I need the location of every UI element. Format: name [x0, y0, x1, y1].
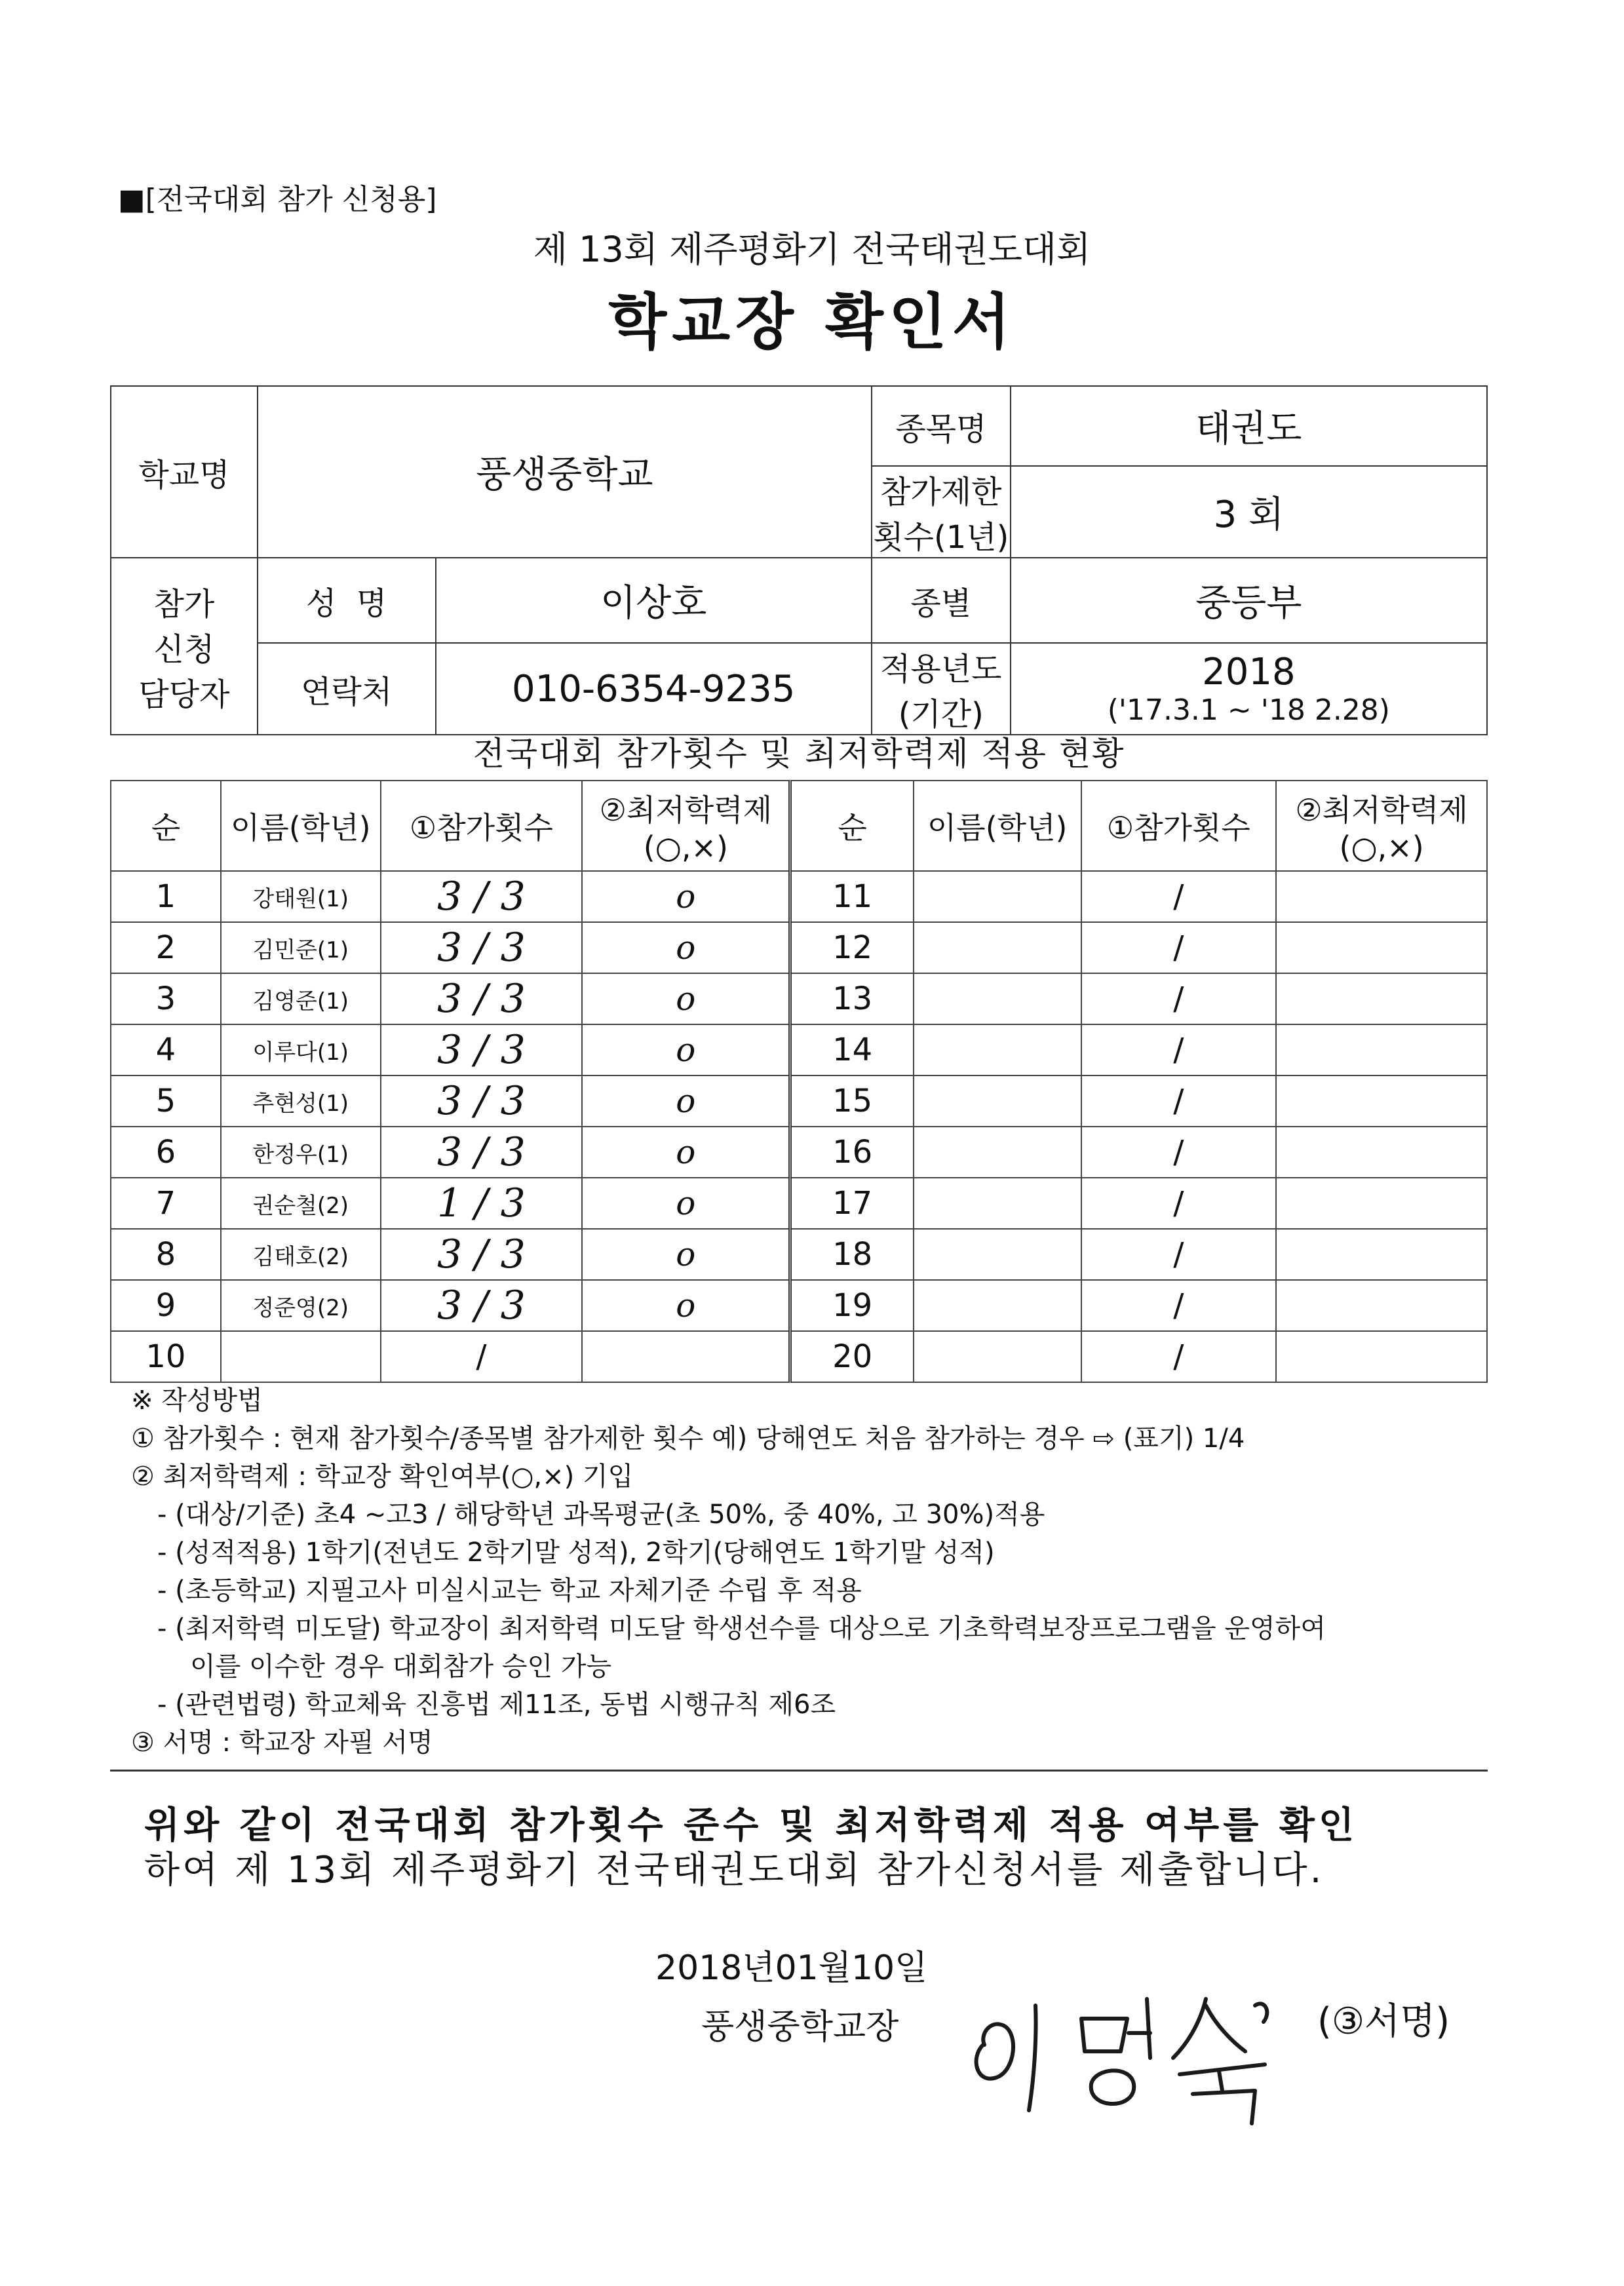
row-no-2: 15: [790, 1075, 914, 1127]
school-label: 학교명: [111, 386, 258, 558]
divider: [110, 1770, 1488, 1772]
row-no: 1: [111, 871, 221, 922]
row-academic: o: [582, 1178, 790, 1229]
row-no-2: 20: [790, 1331, 914, 1382]
row-count-2: /: [1081, 1178, 1277, 1229]
row-name-2: [914, 1127, 1081, 1178]
row-name-2: [914, 1075, 1081, 1127]
instruction-3: ③ 서명 : 학교장 자필 서명: [131, 1728, 433, 1758]
row-academic: o: [582, 973, 790, 1024]
row-count-2: /: [1081, 922, 1277, 973]
header-academic: [582, 781, 790, 871]
roster-table: [110, 780, 1488, 1383]
row-count: 1 / 3: [381, 1178, 583, 1229]
row-count: 3 / 3: [381, 1024, 583, 1075]
row-academic-2: [1276, 1024, 1487, 1075]
row-count-2: /: [1081, 1127, 1277, 1178]
row-name-2: [914, 973, 1081, 1024]
event-subtitle: 제 13회 제주평화기 전국태권도대회: [533, 229, 1091, 270]
name-label: 성 명: [258, 558, 436, 643]
period-value: ('17.3.1 ~ '18 2.28): [1107, 693, 1390, 727]
row-academic-2: [1276, 922, 1487, 973]
row-academic: o: [582, 1075, 790, 1127]
year-label-line2: (기간): [898, 696, 984, 733]
header-name-2: 이름(학년): [914, 781, 1081, 871]
instruction-2c: - (초등학교) 지필고사 미실시교는 학교 자체기준 수립 후 적용: [157, 1576, 862, 1606]
row-academic-2: [1276, 1127, 1487, 1178]
applicant-label-line1: 참가: [153, 585, 215, 623]
row-count-2: /: [1081, 1075, 1277, 1127]
document-title: 학교장 확인서: [608, 287, 1016, 357]
row-no: 7: [111, 1178, 221, 1229]
row-name: 김영준(1): [221, 973, 381, 1024]
header-academic-line1: ②최저학력제: [599, 792, 773, 828]
instruction-2d: - (최저학력 미도달) 학교장이 최저학력 미도달 학생선수를 대상으로 기초학력보장프로그램을 운영하여: [157, 1614, 1326, 1644]
table-row: [111, 1127, 1487, 1178]
document-tag: ■[전국대회 참가 신청용]: [118, 183, 437, 216]
row-no: 8: [111, 1229, 221, 1280]
table-row: [111, 1280, 1487, 1331]
row-name-2: [914, 1024, 1081, 1075]
row-count: 3 / 3: [381, 1229, 583, 1280]
header-academic-2-line1: ②최저학력제: [1295, 792, 1468, 828]
row-count-2: /: [1081, 871, 1277, 922]
division-value: 중등부: [1011, 558, 1487, 643]
instructions-title: ※ 작성방법: [131, 1385, 263, 1416]
row-academic-2: [1276, 1280, 1487, 1331]
row-no: 4: [111, 1024, 221, 1075]
limit-label-line1: 참가제한: [880, 474, 1002, 511]
table-row: [111, 1075, 1487, 1127]
header-no-2: 순: [790, 781, 914, 871]
row-no: 6: [111, 1127, 221, 1178]
header-count-2: ①참가횟수: [1081, 781, 1277, 871]
row-academic: [582, 1331, 790, 1382]
row-name-2: [914, 1280, 1081, 1331]
row-no: 9: [111, 1280, 221, 1331]
principal-title: 풍생중학교장: [701, 2007, 899, 2047]
name-value: 이상호: [436, 558, 872, 643]
row-no: 2: [111, 922, 221, 973]
row-no-2: 18: [790, 1229, 914, 1280]
row-name: 김민준(1): [221, 922, 381, 973]
table-row: [111, 1178, 1487, 1229]
instructions: [131, 1382, 1494, 1762]
row-no-2: 17: [790, 1178, 914, 1229]
table-row: [111, 1024, 1487, 1075]
year-value: 2018: [1202, 651, 1296, 693]
instruction-2: ② 최저학력제 : 학교장 확인여부(○,×) 기입: [131, 1462, 634, 1492]
row-count-2: /: [1081, 973, 1277, 1024]
header-academic-2-line2: (○,×): [1339, 830, 1424, 865]
issue-date: 2018년01월10일: [655, 1948, 928, 1988]
table-row: [111, 1331, 1487, 1382]
contact-value: 010-6354-9235: [436, 643, 872, 735]
table-row: [111, 1229, 1487, 1280]
division-label: 종별: [872, 558, 1011, 643]
row-no-2: 14: [790, 1024, 914, 1075]
contact-label: 연락처: [258, 643, 436, 735]
row-name: 추현성(1): [221, 1075, 381, 1127]
table-row: [111, 922, 1487, 973]
row-academic: o: [582, 1127, 790, 1178]
header-name: 이름(학년): [221, 781, 381, 871]
row-academic-2: [1276, 973, 1487, 1024]
row-no-2: 13: [790, 973, 914, 1024]
instruction-1: ① 참가횟수 : 현재 참가횟수/종목별 참가제한 횟수 예) 당해연도 처음 참가하는 경우 ⇨ (표기) 1/4: [131, 1424, 1245, 1454]
row-name: 김태호(2): [221, 1229, 381, 1280]
row-academic: o: [582, 1229, 790, 1280]
event-label: 종목명: [872, 386, 1011, 466]
row-no: 10: [111, 1331, 221, 1382]
row-count-2: /: [1081, 1229, 1277, 1280]
limit-value: 3 회: [1011, 466, 1487, 558]
row-count-2: /: [1081, 1331, 1277, 1382]
row-name-2: [914, 1178, 1081, 1229]
row-count: 3 / 3: [381, 1075, 583, 1127]
year-cell: [1011, 643, 1487, 735]
signature-label: (③서명): [1317, 2000, 1450, 2043]
declaration-line1: 위와 같이 전국대회 참가횟수 준수 및 최저학력제 적용 여부를 확인: [144, 1804, 1359, 1847]
event-value: 태권도: [1011, 386, 1487, 466]
declaration-line2: 하여 제 13회 제주평화기 전국태권도대회 참가신청서를 제출합니다.: [144, 1849, 1324, 1891]
header-no: 순: [111, 781, 221, 871]
instruction-2b: - (성적적용) 1학기(전년도 2학기말 성적), 2학기(당해연도 1학기말 성적): [157, 1538, 995, 1568]
row-count: 3 / 3: [381, 922, 583, 973]
row-count: 3 / 3: [381, 973, 583, 1024]
row-name-2: [914, 1229, 1081, 1280]
row-no-2: 11: [790, 871, 914, 922]
row-academic-2: [1276, 1229, 1487, 1280]
declaration: [144, 1804, 1481, 1893]
row-count: 3 / 3: [381, 871, 583, 922]
row-academic: o: [582, 1024, 790, 1075]
applicant-label: [111, 558, 258, 735]
row-name: 한정우(1): [221, 1127, 381, 1178]
row-name-2: [914, 871, 1081, 922]
row-name: 권순철(2): [221, 1178, 381, 1229]
applicant-label-line3: 담당자: [138, 676, 230, 713]
row-no: 5: [111, 1075, 221, 1127]
row-academic: o: [582, 871, 790, 922]
row-name: 강태원(1): [221, 871, 381, 922]
principal-signature: [957, 1960, 1324, 2130]
row-count-2: /: [1081, 1024, 1277, 1075]
header-academic-line2: (○,×): [643, 830, 728, 865]
row-academic-2: [1276, 871, 1487, 922]
table-row: [111, 871, 1487, 922]
limit-label-line2: 횟수(1년): [873, 519, 1009, 556]
instruction-2a: - (대상/기준) 초4 ~고3 / 해당학년 과목평균(초 50%, 중 40%, 고 30%)적용: [157, 1500, 1045, 1530]
row-academic: o: [582, 922, 790, 973]
row-no: 3: [111, 973, 221, 1024]
table-row: [111, 973, 1487, 1024]
year-label-line1: 적용년도: [880, 651, 1002, 688]
row-name-2: [914, 1331, 1081, 1382]
row-no-2: 12: [790, 922, 914, 973]
section-title: 전국대회 참가횟수 및 최저학력제 적용 현황: [473, 735, 1125, 773]
year-label: [872, 643, 1011, 735]
row-count: /: [381, 1331, 583, 1382]
instruction-2e: - (관련법령) 학교체육 진흥법 제11조, 동법 시행규칙 제6조: [157, 1690, 836, 1720]
row-no-2: 16: [790, 1127, 914, 1178]
row-count: 3 / 3: [381, 1127, 583, 1178]
header-academic-2: [1276, 781, 1487, 871]
limit-label: [872, 466, 1011, 558]
instruction-2d-cont: 이를 이수한 경우 대회참가 승인 가능: [190, 1652, 612, 1682]
applicant-label-line2: 신청: [153, 630, 215, 668]
row-count: 3 / 3: [381, 1280, 583, 1331]
school-value: 풍생중학교: [258, 386, 872, 558]
row-name: 정준영(2): [221, 1280, 381, 1331]
row-count-2: /: [1081, 1280, 1277, 1331]
row-academic-2: [1276, 1178, 1487, 1229]
row-name: [221, 1331, 381, 1382]
row-academic-2: [1276, 1331, 1487, 1382]
info-table: [110, 385, 1488, 735]
row-name-2: [914, 922, 1081, 973]
row-name: 이루다(1): [221, 1024, 381, 1075]
row-academic: o: [582, 1280, 790, 1331]
header-count: ①참가횟수: [381, 781, 583, 871]
row-academic-2: [1276, 1075, 1487, 1127]
row-no-2: 19: [790, 1280, 914, 1331]
